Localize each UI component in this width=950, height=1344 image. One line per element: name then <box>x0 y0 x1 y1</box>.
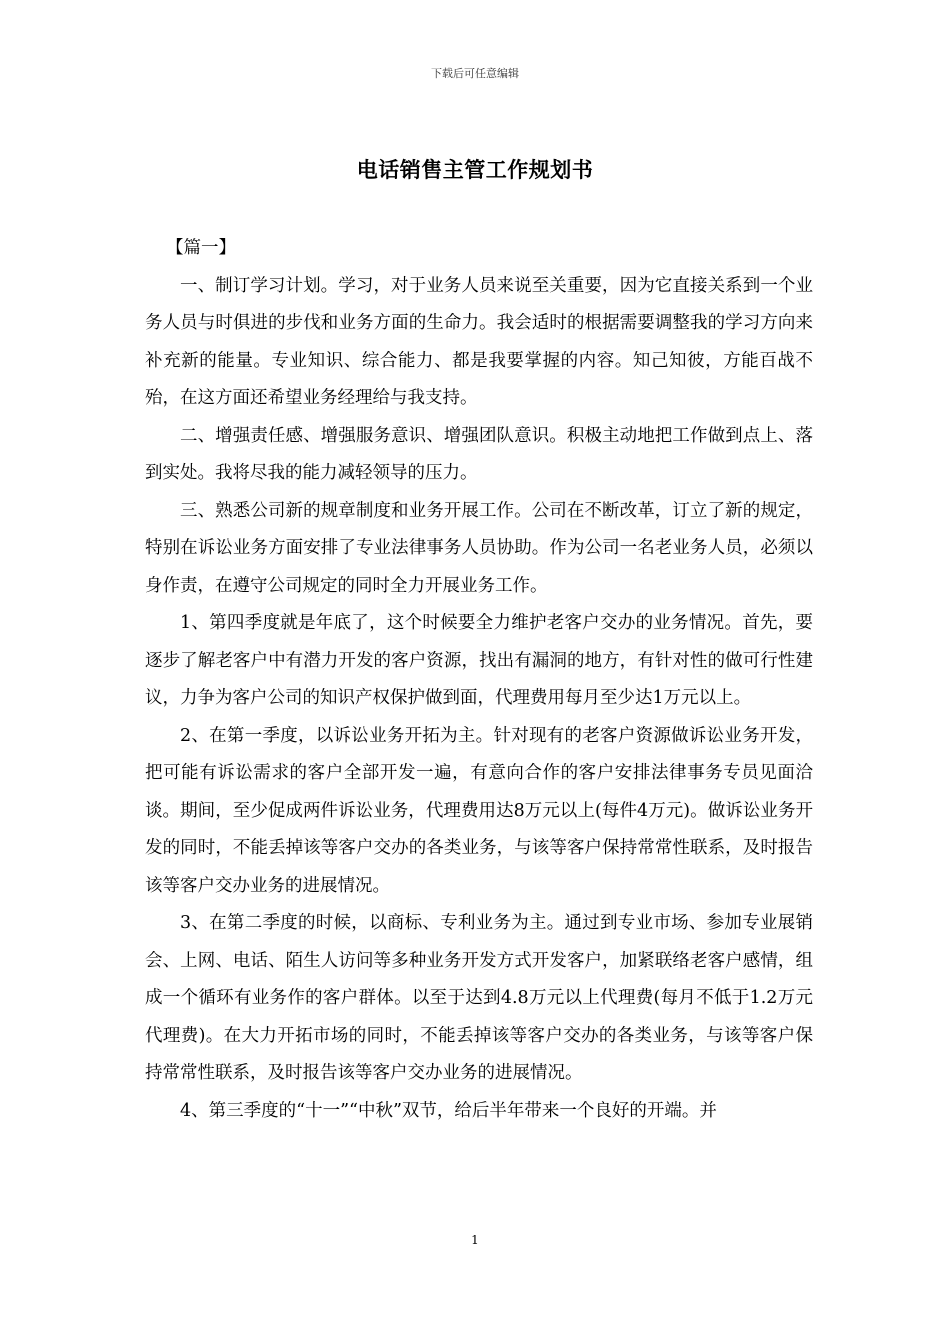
document-title: 电话销售主管工作规划书 <box>356 157 594 182</box>
paragraph-7: 4、第三季度的“十一”“中秋”双节，给后半年带来一个良好的开端。并 <box>180 1100 717 1121</box>
paragraph-3: 三、熟悉公司新的规章制度和业务开展工作。公司在不断改革，订立了新的规定，特别在诉讼业务方面安排了专业法律事务人员协助。作为公司一名老业务人员，必须以身作责，在遵守公司规定的同时全力开展业务工作。 <box>145 500 813 596</box>
document-body <box>145 230 813 1130</box>
paragraph-4: 1、第四季度就是年底了，这个时候要全力维护老客户交办的业务情况。首先，要逐步了解老客户中有潜力开发的客户资源，找出有漏洞的地方，有针对性的做可行性建议，力争为客户公司的知识产权保护做到面，代理费用每月至少达1万元以上。 <box>145 613 813 708</box>
section-label: 【篇一】 <box>166 238 236 258</box>
page-header: 下载后可任意编辑 <box>431 67 519 80</box>
paragraph-2: 二、增强责任感、增强服务意识、增强团队意识。积极主动地把工作做到点上、落到实处。我将尽我的能力减轻领导的压力。 <box>145 425 813 483</box>
paragraph-1: 一、制订学习计划。学习，对于业务人员来说至关重要，因为它直接关系到一个业务人员与时俱进的步伐和业务方面的生命力。我会适时的根据需要调整我的学习方向来补充新的能量。专业知识、综合能力、都是我要掌握的内容。知己知彼，方能百战不殆，在这方面还希望业务经理给与我支持。 <box>145 275 813 408</box>
paragraph-6: 3、在第二季度的时候，以商标、专利业务为主。通过到专业市场、参加专业展销会、上网、电话、陌生人访问等多种业务开发方式开发客户，加紧联络老客户感情，组成一个循环有业务作的客户群体。以至于达到4.8万元以上代理费(每月不低于1.2万元代理费)。在大力开拓市场的同时，不能丢掉该等客户交办的各类业务，与该等客户保持常常性联系，及时报告该等客户交办业务的进展情况。 <box>145 913 813 1083</box>
paragraph-5: 2、在第一季度，以诉讼业务开拓为主。针对现有的老客户资源做诉讼业务开发，把可能有诉讼需求的客户全部开发一遍，有意向合作的客户安排法律事务专员见面洽谈。期间，至少促成两件诉讼业务，代理费用达8万元以上(每件4万元)。做诉讼业务开发的同时，不能丢掉该等客户交办的各类业务，与该等客户保持常常性联系，及时报告该等客户交办业务的进展情况。 <box>145 725 813 896</box>
page-number: 1 <box>471 1233 479 1247</box>
